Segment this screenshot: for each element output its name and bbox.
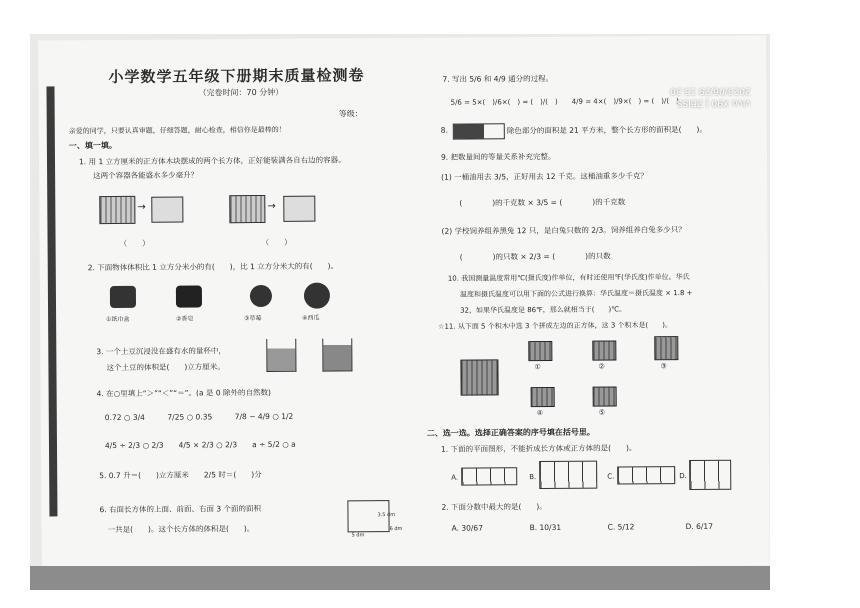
question-1b: 这两个容器各能盛水多少毫升？ <box>93 170 199 181</box>
question-9b-line: ( )的只数 × 2/3 = ( )的只数 <box>459 251 611 262</box>
q1-answer-blank-1: （ ） <box>119 238 150 248</box>
section-1-title: 一、填一填。 <box>68 141 117 151</box>
cuboid-length: 5 dm <box>351 532 365 539</box>
shaded-rectangle <box>453 123 505 139</box>
net-a <box>461 467 517 485</box>
s2-question-2: 2. 下面分数中最大的是( )。 <box>441 502 547 512</box>
question-9b: (2) 学校饲养组养黑兔 12 只，是白兔只数的 2/3。饲养组养白兔多少只？ <box>441 225 686 236</box>
s2q1-option-c: C. <box>607 472 615 481</box>
question-9: 9. 把数量间的等量关系补充完整。 <box>440 151 556 162</box>
cube-stack-1 <box>99 196 135 224</box>
container-2 <box>283 196 315 222</box>
cuboid-height: 3.5 dm <box>377 512 396 519</box>
question-6: 6. 右面长方体的上面、前面、右面 3 个面的面积 <box>99 504 262 515</box>
q1-answer-blank-2: （ ） <box>261 237 292 247</box>
cuboid-width: 6 dm <box>389 526 403 533</box>
question-10: 10. 我国测量温度常用℃(摄氏度)作单位，有时还使用℉(华氏度)作单位。华氏 <box>447 273 690 283</box>
s2q2-option-a: A. 30/67 <box>451 523 483 533</box>
block-5 <box>593 387 617 407</box>
s2q1-option-d: D. <box>679 472 687 481</box>
s2q1-option-b: B. <box>529 473 537 482</box>
binding-margin <box>46 86 57 516</box>
exam-title: 小学数学五年级下册期末质量检测卷 <box>108 66 365 87</box>
assembled-cube <box>460 359 498 395</box>
question-10b: 温度和摄氏温度可以用下面的公式进行换算：华氏温度＝摄氏温度 × 1.8 + <box>459 288 693 299</box>
block-label-5: ⑤ <box>598 408 606 417</box>
camera-watermark <box>670 84 751 107</box>
container-1 <box>151 197 183 223</box>
question-5: 5. 0.7 升＝( )立方厘米 2/5 时＝( )分 <box>99 469 262 481</box>
question-8: 除色部分的面积是 21 平方米，整个长方形的面积是( )。 <box>506 124 707 136</box>
block-3 <box>654 336 678 360</box>
exam-sheet <box>38 35 770 570</box>
tissue-box-icon <box>110 286 136 308</box>
section-2-title: 二、选一选。选择正确答案的序号填在括号里。 <box>426 427 595 438</box>
s2q2-option-d: D. 6/17 <box>685 521 713 532</box>
exam-subtitle: （完卷时间：70 分钟） <box>198 87 284 98</box>
watermark-timestamp: 2023/06/29 15:30 <box>670 85 751 96</box>
block-4 <box>531 387 555 407</box>
block-2 <box>592 341 616 361</box>
beaker-after <box>322 338 352 371</box>
s2q1-option-a: A. <box>451 473 459 482</box>
question-11: ☆11. 从下面 5 个积木中选 3 个拼成左边的正方体，这 3 个积木是( )。 <box>438 321 673 331</box>
block-label-1: ① <box>534 363 541 372</box>
grade-label: 等级： <box>338 109 363 119</box>
q7-working: 5/6 = 5×( )/6×( ) = ( )/( ) 4/9 = 4×( )/9×( ) = ( )/( ) <box>450 97 679 107</box>
arrow-icon: → <box>137 201 146 213</box>
s2q2-option-b: B. 10/31 <box>529 522 562 533</box>
s2-question-1: 1. 下面的平面图形，不能折成长方体或正方体的是( )。 <box>440 443 637 454</box>
block-label-3: ③ <box>660 362 667 371</box>
q2-label-4: ④西瓜 <box>302 314 320 322</box>
question-6b: 一共是( )。这个长方体的体积是( )。 <box>107 524 255 535</box>
question-2: 2. 下面物体体积比 1 立方分米小的有( )，比 1 立方分米大的有( )。 <box>87 261 339 273</box>
s2q2-option-c: C. 5/12 <box>607 522 635 532</box>
q4-row-2: 4/5 ÷ 2/3 ○ 2/3 4/5 × 2/3 ○ 2/3 a ÷ 5/2 ○ a <box>104 439 296 451</box>
block-label-4: ④ <box>536 409 544 418</box>
net-c <box>617 466 675 484</box>
q2-label-3: ③草莓 <box>244 314 262 323</box>
watermark-device: vivo X90 | ZEISS <box>676 97 751 108</box>
question-9a-line: ( )的千克数 × 3/5 = ( )的千克数 <box>459 197 626 208</box>
soap-icon <box>176 285 202 307</box>
net-b <box>539 461 597 489</box>
beaker-before <box>266 339 296 372</box>
table-surface <box>30 566 770 590</box>
q8-number: 8. <box>440 125 448 135</box>
exam-photo <box>30 34 770 590</box>
q2-label-2: ②香皂 <box>176 315 194 323</box>
net-d <box>689 460 731 490</box>
watermelon-icon <box>304 283 330 309</box>
arrow-icon: → <box>267 200 276 212</box>
strawberry-icon <box>250 285 272 307</box>
cube-stack-2 <box>229 195 265 223</box>
question-10c: 32，如果华氏温度是 86℉，那么就相当于( )℃。 <box>460 305 627 315</box>
question-9a: (1) 一桶油用去 3/5，正好用去 12 千克。这桶油重多少千克？ <box>441 171 648 182</box>
q2-label-1: ①纸巾盒 <box>106 315 130 324</box>
block-1 <box>528 341 552 361</box>
question-3: 3. 一个土豆沉浸没在盛有水的量杯中， <box>96 346 226 357</box>
question-1: 1. 用 1 立方厘米的正方体木块摆成的两个长方体，正好能装满各自右边的容器。 <box>78 155 346 167</box>
intro-text: 亲爱的同学，只要认真审题，仔细答题，耐心检查，相信你是最棒的！ <box>68 125 286 136</box>
block-label-2: ② <box>598 362 605 371</box>
question-3b: 这个土豆的体积是( )立方厘米。 <box>106 362 225 373</box>
q4-row-1: 0.72 ○ 3/4 7/25 ○ 0.35 7/8 − 4/9 ○ 1/2 <box>104 411 294 423</box>
question-7: 7. 写出 5/6 和 4/9 通分的过程。 <box>442 73 554 84</box>
question-4: 4. 在○里填上“＞”“＜”“＝”。(a 是 0 除外的自然数) <box>96 387 271 399</box>
